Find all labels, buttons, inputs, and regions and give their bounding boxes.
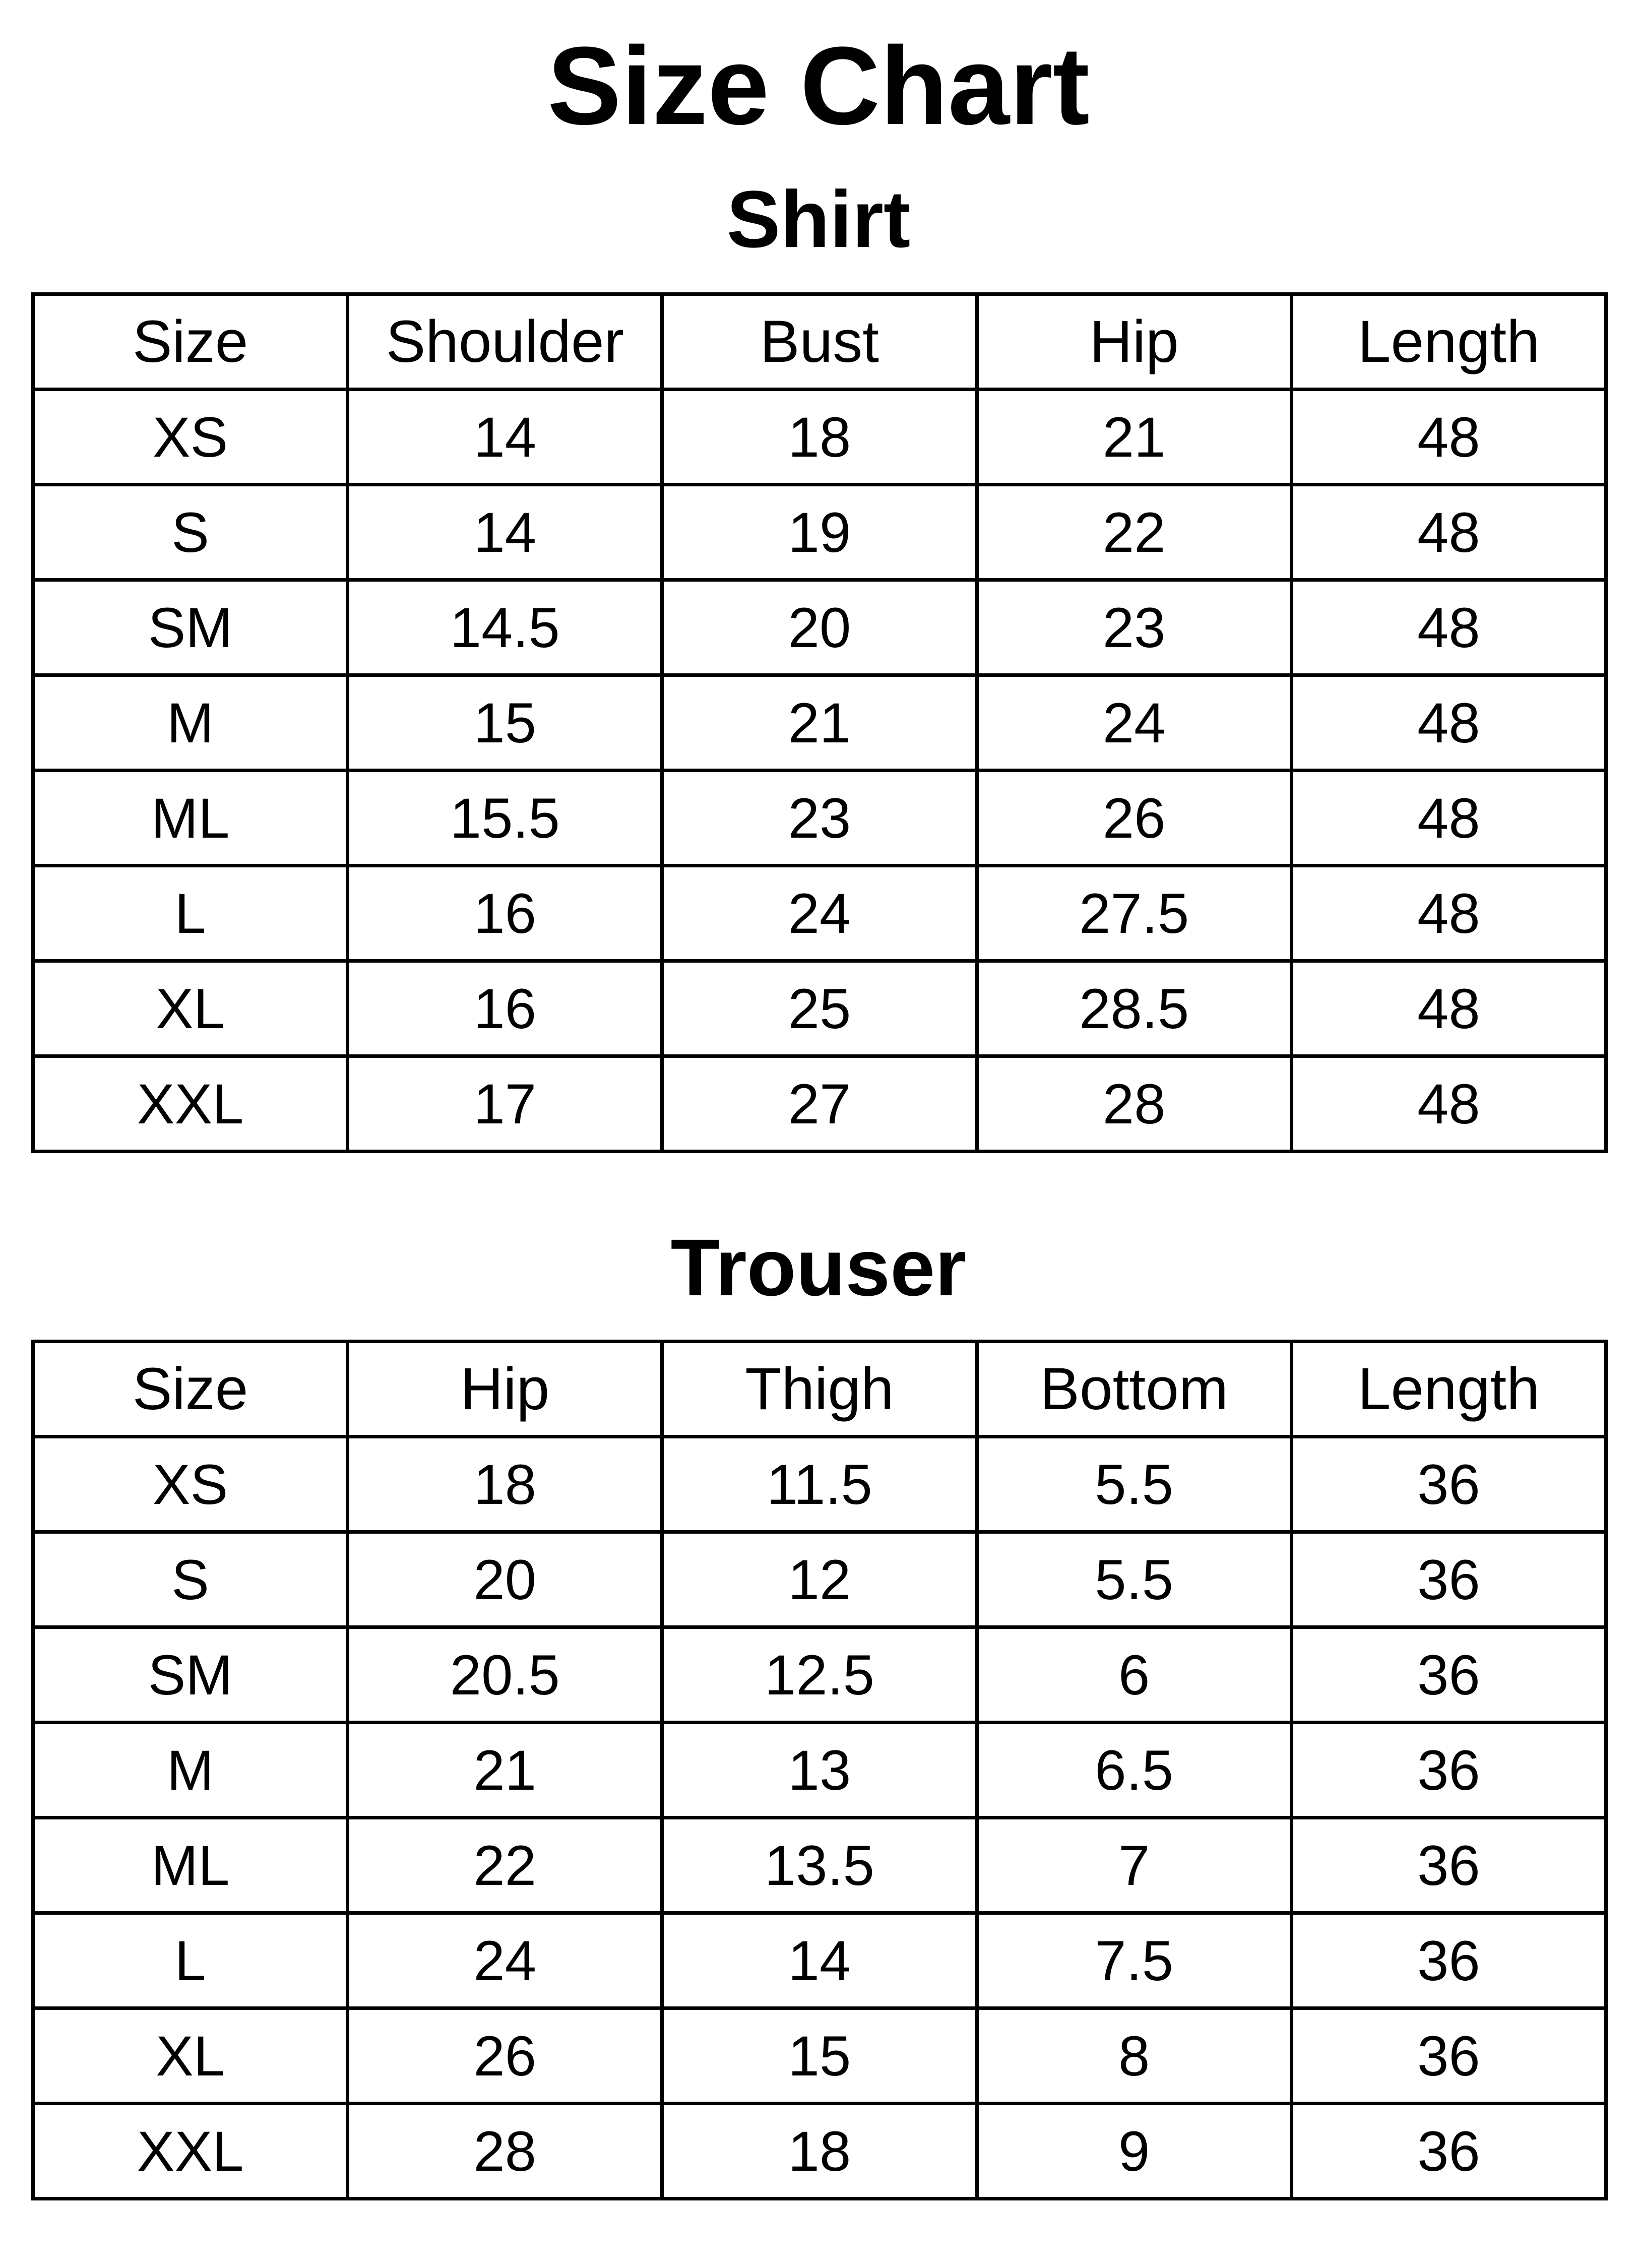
table-cell: 7 bbox=[977, 1818, 1291, 1913]
table-cell: 15 bbox=[348, 675, 662, 771]
table-cell: M bbox=[33, 675, 348, 771]
table-cell: 21 bbox=[977, 390, 1291, 485]
table-cell: 36 bbox=[1291, 1913, 1606, 2008]
table-cell: 12.5 bbox=[662, 1627, 977, 1723]
table-cell: 36 bbox=[1291, 1437, 1606, 1532]
table-cell: 36 bbox=[1291, 1627, 1606, 1723]
trouser-header-thigh: Thigh bbox=[662, 1342, 977, 1437]
shirt-header-size: Size bbox=[33, 294, 348, 390]
table-cell: XS bbox=[33, 390, 348, 485]
trouser-header-hip: Hip bbox=[348, 1342, 662, 1437]
trouser-header-size: Size bbox=[33, 1342, 348, 1437]
table-cell: 5.5 bbox=[977, 1532, 1291, 1627]
table-cell: 15.5 bbox=[348, 771, 662, 866]
table-cell: S bbox=[33, 485, 348, 580]
table-cell: 14 bbox=[348, 485, 662, 580]
table-row bbox=[33, 1627, 1606, 1723]
shirt-header-hip: Hip bbox=[977, 294, 1291, 390]
table-cell: 48 bbox=[1291, 580, 1606, 675]
trouser-header-length: Length bbox=[1291, 1342, 1606, 1437]
table-cell: S bbox=[33, 1532, 348, 1627]
shirt-header-bust: Bust bbox=[662, 294, 977, 390]
table-cell: 24 bbox=[662, 866, 977, 961]
table-cell: 26 bbox=[348, 2008, 662, 2104]
table-row bbox=[33, 1532, 1606, 1627]
table-row bbox=[33, 771, 1606, 866]
table-cell: 25 bbox=[662, 961, 977, 1056]
table-row bbox=[33, 485, 1606, 580]
table-cell: M bbox=[33, 1723, 348, 1818]
table-cell: 20 bbox=[348, 1532, 662, 1627]
table-cell: 24 bbox=[977, 675, 1291, 771]
table-cell: 48 bbox=[1291, 485, 1606, 580]
table-cell: 20.5 bbox=[348, 1627, 662, 1723]
table-cell: SM bbox=[33, 1627, 348, 1723]
table-cell: 14 bbox=[662, 1913, 977, 2008]
table-cell: 48 bbox=[1291, 390, 1606, 485]
table-cell: 13.5 bbox=[662, 1818, 977, 1913]
table-cell: 18 bbox=[348, 1437, 662, 1532]
table-row bbox=[33, 961, 1606, 1056]
table-cell: XL bbox=[33, 2008, 348, 2104]
table-cell: 18 bbox=[662, 390, 977, 485]
table-cell: 48 bbox=[1291, 1056, 1606, 1152]
table-row bbox=[33, 2008, 1606, 2104]
table-cell: 15 bbox=[662, 2008, 977, 2104]
shirt-header-length: Length bbox=[1291, 294, 1606, 390]
table-cell: 26 bbox=[977, 771, 1291, 866]
table-cell: 9 bbox=[977, 2104, 1291, 2199]
table-cell: 48 bbox=[1291, 961, 1606, 1056]
table-cell: 24 bbox=[348, 1913, 662, 2008]
table-cell: SM bbox=[33, 580, 348, 675]
table-row bbox=[33, 580, 1606, 675]
table-row bbox=[33, 1437, 1606, 1532]
table-cell: 23 bbox=[977, 580, 1291, 675]
shirt-table-header bbox=[33, 294, 1606, 390]
table-cell: 22 bbox=[977, 485, 1291, 580]
table-cell: 5.5 bbox=[977, 1437, 1291, 1532]
table-cell: 48 bbox=[1291, 866, 1606, 961]
table-cell: 36 bbox=[1291, 2008, 1606, 2104]
table-row bbox=[33, 866, 1606, 961]
table-cell: 8 bbox=[977, 2008, 1291, 2104]
trouser-header-bottom: Bottom bbox=[977, 1342, 1291, 1437]
table-row bbox=[33, 675, 1606, 771]
table-row bbox=[33, 1818, 1606, 1913]
table-cell: 27.5 bbox=[977, 866, 1291, 961]
table-cell: 14 bbox=[348, 390, 662, 485]
table-cell: 7.5 bbox=[977, 1913, 1291, 2008]
table-cell: 36 bbox=[1291, 1532, 1606, 1627]
table-cell: 21 bbox=[348, 1723, 662, 1818]
table-cell: XXL bbox=[33, 1056, 348, 1152]
table-cell: 48 bbox=[1291, 675, 1606, 771]
table-cell: 11.5 bbox=[662, 1437, 977, 1532]
table-cell: 19 bbox=[662, 485, 977, 580]
trouser-section-title: Trouser bbox=[670, 1222, 967, 1312]
table-cell: ML bbox=[33, 771, 348, 866]
table-row bbox=[33, 1056, 1606, 1152]
shirt-table-body bbox=[33, 390, 1606, 1152]
trouser-header-row bbox=[33, 1342, 1606, 1437]
table-cell: 36 bbox=[1291, 2104, 1606, 2199]
table-cell: XS bbox=[33, 1437, 348, 1532]
shirt-header-shoulder: Shoulder bbox=[348, 294, 662, 390]
table-row bbox=[33, 1913, 1606, 2008]
table-cell: 12 bbox=[662, 1532, 977, 1627]
table-cell: 21 bbox=[662, 675, 977, 771]
table-cell: 28 bbox=[977, 1056, 1291, 1152]
table-cell: 22 bbox=[348, 1818, 662, 1913]
table-cell: 20 bbox=[662, 580, 977, 675]
table-cell: 48 bbox=[1291, 771, 1606, 866]
trouser-table-header bbox=[33, 1342, 1606, 1437]
page-title: Size Chart bbox=[547, 24, 1090, 148]
table-cell: 16 bbox=[348, 866, 662, 961]
table-row bbox=[33, 390, 1606, 485]
trouser-table-body bbox=[33, 1437, 1606, 2199]
table-cell: 16 bbox=[348, 961, 662, 1056]
table-row bbox=[33, 1723, 1606, 1818]
shirt-size-table bbox=[31, 292, 1608, 1153]
table-cell: 28 bbox=[348, 2104, 662, 2199]
table-cell: L bbox=[33, 1913, 348, 2008]
table-cell: XL bbox=[33, 961, 348, 1056]
shirt-header-row bbox=[33, 294, 1606, 390]
table-cell: 18 bbox=[662, 2104, 977, 2199]
table-cell: L bbox=[33, 866, 348, 961]
trouser-size-table bbox=[31, 1340, 1608, 2200]
table-cell: 28.5 bbox=[977, 961, 1291, 1056]
table-cell: 14.5 bbox=[348, 580, 662, 675]
table-cell: 17 bbox=[348, 1056, 662, 1152]
table-cell: 23 bbox=[662, 771, 977, 866]
table-cell: XXL bbox=[33, 2104, 348, 2199]
table-row bbox=[33, 2104, 1606, 2199]
table-cell: 36 bbox=[1291, 1818, 1606, 1913]
table-cell: 6.5 bbox=[977, 1723, 1291, 1818]
table-cell: 27 bbox=[662, 1056, 977, 1152]
table-cell: 13 bbox=[662, 1723, 977, 1818]
table-cell: 36 bbox=[1291, 1723, 1606, 1818]
shirt-section-title: Shirt bbox=[726, 174, 911, 264]
table-cell: ML bbox=[33, 1818, 348, 1913]
table-cell: 6 bbox=[977, 1627, 1291, 1723]
